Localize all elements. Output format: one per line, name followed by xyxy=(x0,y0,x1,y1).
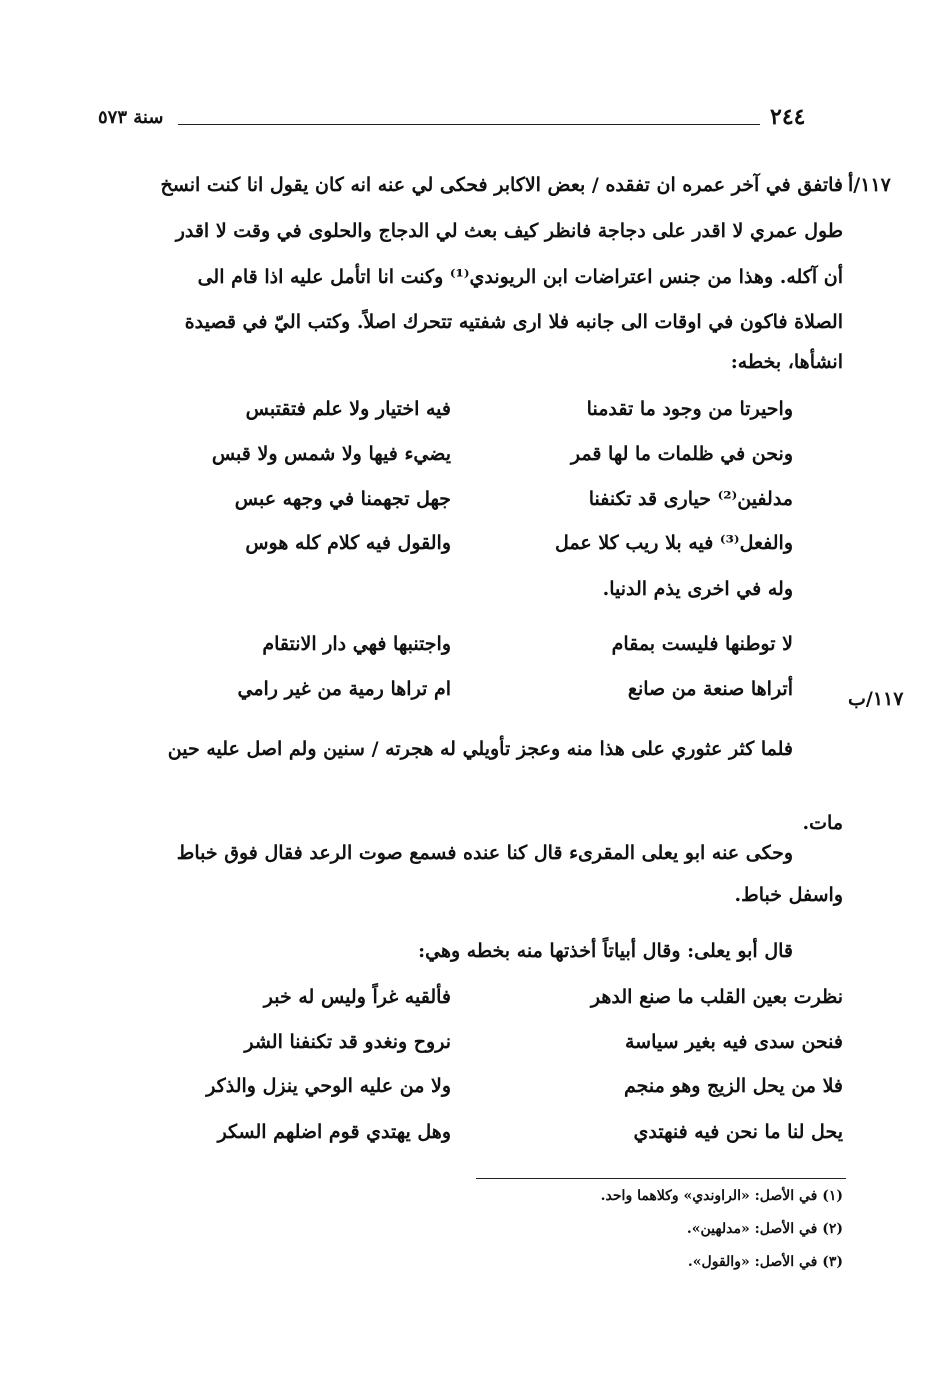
poem1-left-hemistich: جهل تجهمنا في وجهه عبس xyxy=(234,488,451,510)
poem2-left-hemistich: ام تراها رمية من غير رامي xyxy=(237,678,451,700)
poem1-right-hemistich: والفعل⁽³⁾ فيه بلا ريب كلا عمل xyxy=(555,532,793,554)
paragraph2-line: فلما كثر عثوري على هذا منه وعجز تأويلي له هجرته / سنين ولم اصل عليه حين xyxy=(167,738,793,760)
paragraph3-line: واسفل خباط. xyxy=(734,884,843,906)
poem2-right-hemistich: لا توطنها فليست بمقام xyxy=(611,633,793,655)
paragraph1-line: فاتفق في آخر عمره ان تفقده / بعض الاكابر فحكى لي عنه انه كان يقول انا كنت انسخ xyxy=(160,174,843,196)
poem3-left-hemistich: وهل يهتدي قوم اضلهم السكر xyxy=(217,1121,451,1143)
paragraph1-line: أن آكله. وهذا من جنس اعتراضات ابن الريوندي⁽¹⁾ وكنت انا اتأمل عليه اذا قام الى xyxy=(197,266,843,288)
footnote-rule xyxy=(476,1178,846,1179)
poem3-right-hemistich: نظرت بعين القلب ما صنع الدهر xyxy=(590,986,843,1008)
poem1-left-hemistich: والقول فيه كلام كله هوس xyxy=(245,532,451,554)
poem3-right-hemistich: يحل لنا ما نحن فيه فنهتدي xyxy=(633,1121,843,1143)
poem3-left-hemistich: ولا من عليه الوحي ينزل والذكر xyxy=(206,1075,451,1097)
paragraph1-line: الصلاة فاكون في اوقات الى جانبه فلا ارى شفتيه تتحرك اصلاً. وكتب اليّ في قصيدة xyxy=(184,311,843,333)
poem3-left-hemistich: نروح ونغدو قد تكنفنا الشر xyxy=(244,1031,451,1053)
footnote: (٢) في الأصل: «مدلهين». xyxy=(686,1221,843,1237)
footnote: (١) في الأصل: «الراوندي» وكلاهما واحد. xyxy=(600,1188,843,1204)
poem1-right-hemistich: ونحن في ظلمات ما لها قمر xyxy=(570,443,793,465)
poem3-intro: قال أبو يعلى: وقال أبياتاً أخذتها منه بخطه وهي: xyxy=(418,940,793,962)
paragraph2-line: مات. xyxy=(802,812,843,834)
poem3-right-hemistich: فلا من يحل الزيج وهو منجم xyxy=(623,1075,843,1097)
poem1-right-hemistich: واحيرتا من وجود ما تقدمنا xyxy=(586,398,793,420)
poem1-right-hemistich: مدلفين⁽²⁾ حيارى قد تكنفنا xyxy=(588,488,793,510)
running-head-year: سنة ٥٧٣ xyxy=(98,107,164,128)
footnote: (٣) في الأصل: «والقول». xyxy=(687,1254,843,1270)
paragraph1-line: طول عمري لا اقدر على دجاجة فانظر كيف بعث لي الدجاج والحلوى في وقت لا اقدر xyxy=(175,220,843,242)
poem3-right-hemistich: فنحن سدى فيه بغير سياسة xyxy=(625,1031,843,1053)
paragraph3-line: وحكى عنه ابو يعلى المقرىء قال كنا عنده فسمع صوت الرعد فقال فوق خباط xyxy=(176,842,793,864)
poem2-intro: وله في اخرى يذم الدنيا. xyxy=(602,578,793,600)
paragraph1-line: انشأها، بخطه: xyxy=(730,351,843,373)
page-number: ٢٤٤ xyxy=(770,104,806,130)
margin-folio-117a: ١١٧/أ xyxy=(848,174,891,196)
poem2-left-hemistich: واجتنبها فهي دار الانتقام xyxy=(262,633,451,655)
header-rule xyxy=(178,124,760,125)
margin-folio-117b: ١١٧/ب xyxy=(848,688,904,710)
poem1-left-hemistich: فيه اختيار ولا علم فتقتبس xyxy=(245,398,451,420)
poem3-left-hemistich: فألقيه غراً وليس له خبر xyxy=(263,986,451,1008)
poem2-right-hemistich: أتراها صنعة من صانع xyxy=(627,678,793,700)
poem1-left-hemistich: يضيء فيها ولا شمس ولا قبس xyxy=(211,443,451,465)
